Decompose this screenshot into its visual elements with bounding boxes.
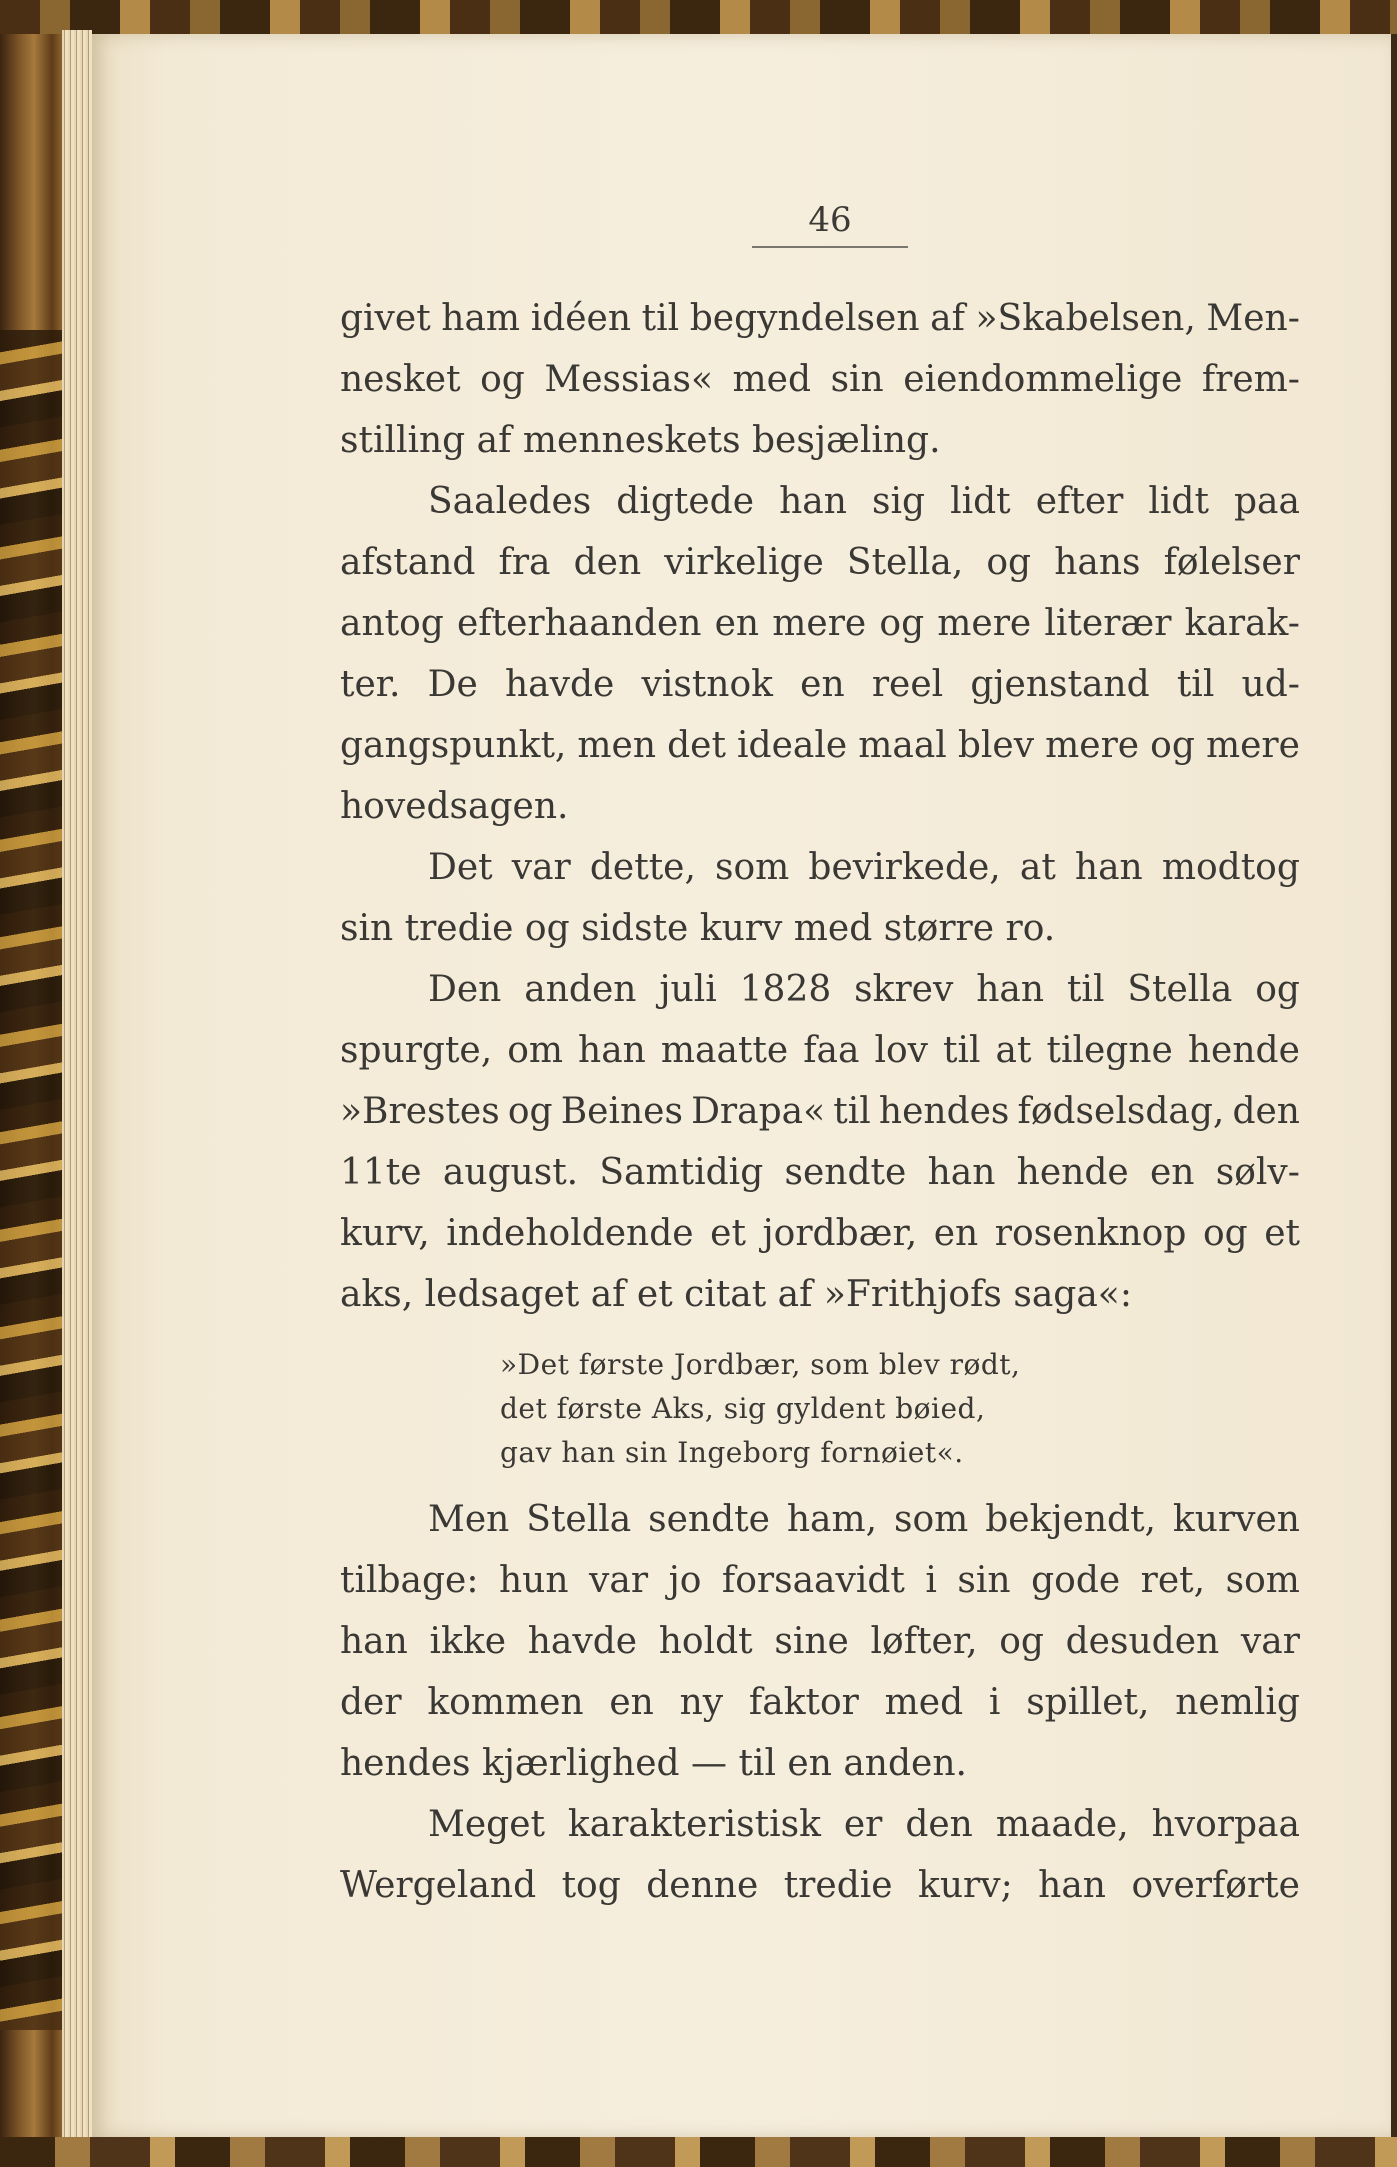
paragraph — [340, 959, 1300, 1325]
poem-line: det første Aks, sig gyldent bøied, — [500, 1392, 986, 1425]
text-line: afstand fra den virkelige Stella, og hans følelser — [340, 542, 1300, 583]
page-stack-edge — [62, 30, 92, 2138]
text-line: Den anden juli 1828 skrev han til Stella og — [428, 969, 1300, 1010]
text-line: »Brestes og Beines Drapa« til hendes fødselsdag, den — [340, 1091, 1300, 1132]
poem-line: »Det første Jordbær, som blev rødt, — [500, 1348, 1021, 1381]
page-number: 46 — [752, 200, 908, 248]
text-line: hovedsagen. — [340, 786, 569, 827]
text-line: Det var dette, som bevirkede, at han modtog — [428, 847, 1300, 888]
page-body — [340, 288, 1300, 1916]
text-line: der kommen en ny faktor med i spillet, nemlig — [340, 1682, 1300, 1723]
paragraph — [340, 837, 1300, 959]
text-line: hendes kjærlighed — til en anden. — [340, 1743, 967, 1784]
text-line: stilling af menneskets besjæling. — [340, 420, 941, 461]
text-line: ter. De havde vistnok en reel gjenstand til ud- — [340, 664, 1300, 705]
marbled-cover-edge — [0, 330, 62, 2030]
poem-line: gav han sin Ingeborg fornøiet«. — [500, 1436, 964, 1469]
text-line: aks, ledsaget af et citat af »Frithjofs saga«: — [340, 1274, 1132, 1315]
text-line: antog efterhaanden en mere og mere literær karak- — [340, 603, 1300, 644]
text-line: nesket og Messias« med sin eiendommelige frem- — [340, 359, 1300, 400]
text-line: 11te august. Samtidig sendte han hende en sølv- — [340, 1152, 1300, 1193]
text-line: spurgte, om han maatte faa lov til at tilegne hende — [340, 1030, 1300, 1071]
text-line: Meget karakteristisk er den maade, hvorpaa — [428, 1804, 1300, 1845]
text-line: Men Stella sendte ham, som bekjendt, kurven — [428, 1499, 1300, 1540]
binding-right-edge — [1391, 34, 1397, 2138]
binding-bottom-edge — [0, 2137, 1397, 2167]
paragraph — [340, 471, 1300, 837]
paragraph — [340, 1794, 1300, 1916]
text-line: han ikke havde holdt sine løfter, og desuden var — [340, 1621, 1300, 1662]
paragraphs-before-poem — [340, 288, 1300, 1325]
text-line: sin tredie og sidste kurv med større ro. — [340, 908, 1056, 949]
poem-quote — [500, 1343, 1300, 1475]
text-line: tilbage: hun var jo forsaavidt i sin gode ret, som — [340, 1560, 1300, 1601]
paragraphs-after-poem — [340, 1489, 1300, 1916]
text-line: Saaledes digtede han sig lidt efter lidt paa — [428, 481, 1300, 522]
text-line: kurv, indeholdende et jordbær, en rosenknop og et — [340, 1213, 1300, 1254]
text-line: gangspunkt, men det ideale maal blev mere og mere — [340, 725, 1300, 766]
text-line: givet ham idéen til begyndelsen af »Skabelsen, Men- — [340, 298, 1300, 339]
paragraph — [340, 288, 1300, 471]
paragraph — [340, 1489, 1300, 1794]
text-line: Wergeland tog denne tredie kurv; han overførte — [340, 1865, 1300, 1906]
binding-top-edge — [0, 0, 1397, 34]
